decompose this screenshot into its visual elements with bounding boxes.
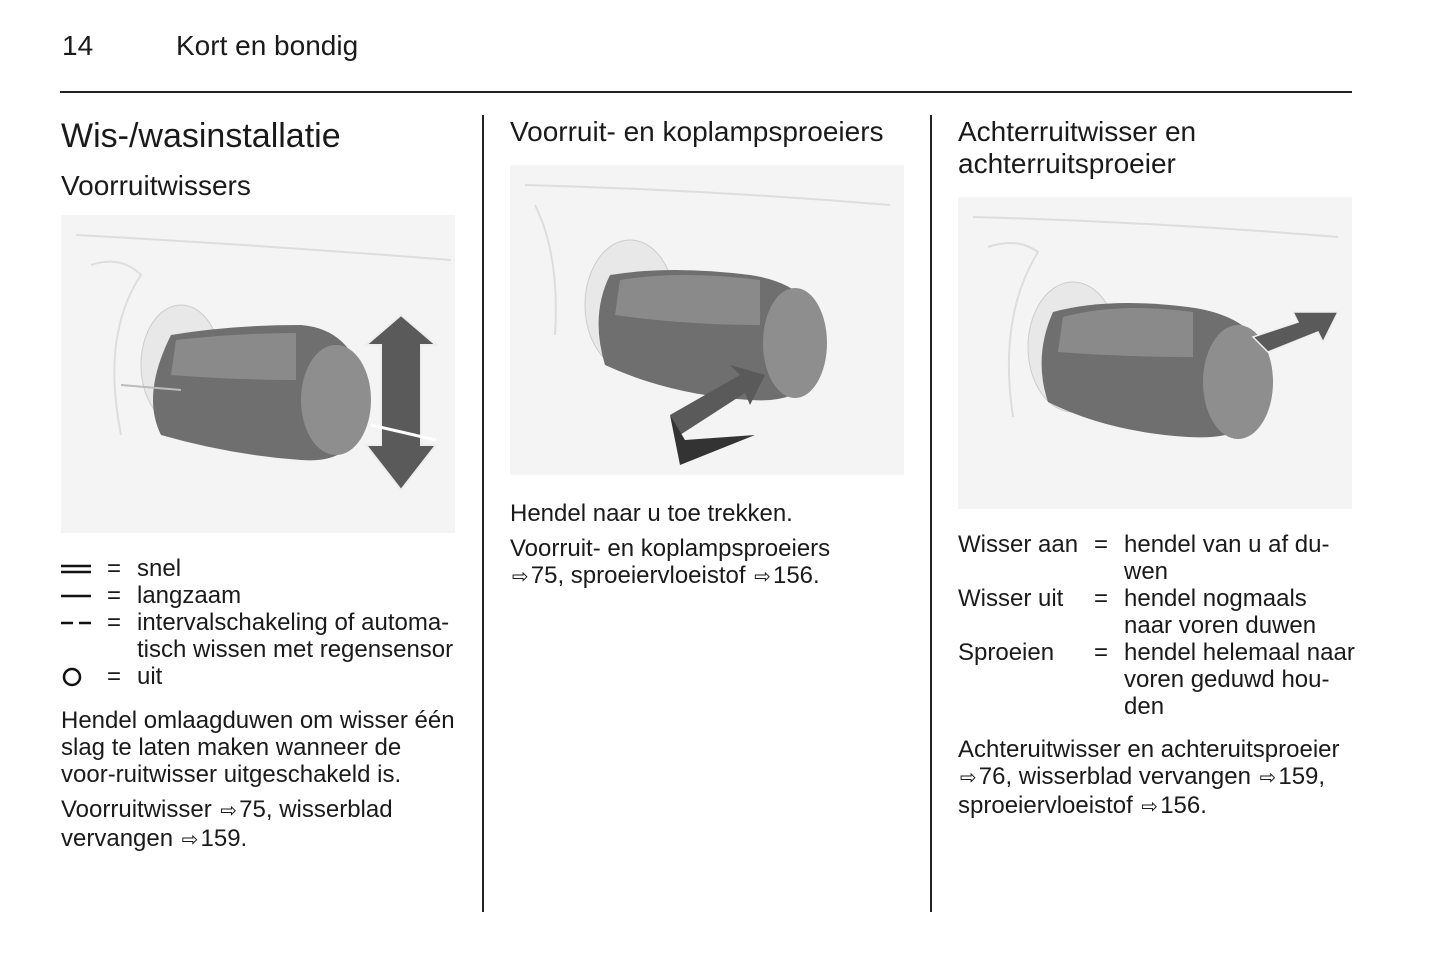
dashed-line-icon — [61, 609, 107, 636]
reference-arrow-icon: ⇨ — [220, 800, 238, 822]
page-number: 14 — [62, 30, 94, 61]
legend-row-interval: = intervalschakeling of automa-tisch wissen met regensensor — [61, 609, 461, 663]
reference-arrow-icon: ⇨ — [512, 566, 529, 588]
reference-washers: Voorruit- en koplampsproeiers ⇨75, sproeiervloeistof ⇨156. — [510, 535, 831, 589]
header-rule — [60, 91, 1352, 93]
col1-text — [61, 707, 461, 854]
section-title: Kort en bondig — [176, 30, 359, 61]
figure-rear-wiper-lever — [958, 197, 1352, 509]
column-1 — [61, 116, 461, 202]
reference-arrow-icon: ⇨ — [181, 829, 199, 851]
heading-koplampsproeiers: Voorruit- en koplampsproeiers — [510, 116, 884, 147]
legend-row-snel: = snel — [61, 555, 461, 582]
column-3 — [958, 116, 1358, 180]
term-row-sproeien: Sproeien = hendel helemaal naar voren geduwd hou-den — [958, 639, 1355, 720]
reference-arrow-icon: ⇨ — [1259, 767, 1277, 789]
term-row-wisser-uit: Wisser uit = hendel nogmaals naar voren duwen — [958, 585, 1317, 639]
paragraph-pull-lever: Hendel naar u toe trekken. — [510, 500, 793, 527]
page-heading: Wis-/wasinstallatie — [61, 117, 341, 155]
reference-rear-wiper: Achteruitwisser en achteruitsproeier ⇨76, wisserblad vervangen ⇨159, sproeiervloeistof ⇨156. — [958, 736, 1340, 819]
subheading-voorruitwissers: Voorruitwissers — [61, 170, 251, 201]
col3-text — [958, 736, 1358, 821]
reference-wiper: Voorruitwisser ⇨75, wisserblad vervangen ⇨159. — [61, 796, 393, 852]
circle-icon — [61, 663, 107, 690]
legend-row-langzaam: = langzaam — [61, 582, 461, 609]
col2-text — [510, 500, 910, 591]
heading-achterruitwisser: Achterruitwisser en achterruitsproeier — [958, 116, 1197, 179]
wiper-legend — [61, 555, 461, 690]
figure-lever-pull — [510, 165, 904, 475]
reference-arrow-icon: ⇨ — [1141, 796, 1159, 818]
reference-arrow-icon: ⇨ — [754, 566, 771, 588]
double-line-icon — [61, 555, 107, 582]
reference-arrow-icon: ⇨ — [960, 767, 977, 789]
column-divider-2 — [930, 115, 932, 912]
rear-wiper-terms — [958, 531, 1358, 720]
column-2 — [510, 116, 910, 148]
column-divider-1 — [482, 115, 484, 912]
legend-row-uit: = uit — [61, 663, 461, 690]
paragraph-lever-down: Hendel omlaagduwen om wisser één slag te laten maken wanneer de voor-ruitwisser uitgeschakeld is. — [61, 707, 455, 788]
term-row-wisser-aan: Wisser aan = hendel van u af du-wen — [958, 531, 1330, 585]
figure-wiper-lever-up-down — [61, 215, 455, 533]
single-line-icon — [61, 582, 107, 609]
